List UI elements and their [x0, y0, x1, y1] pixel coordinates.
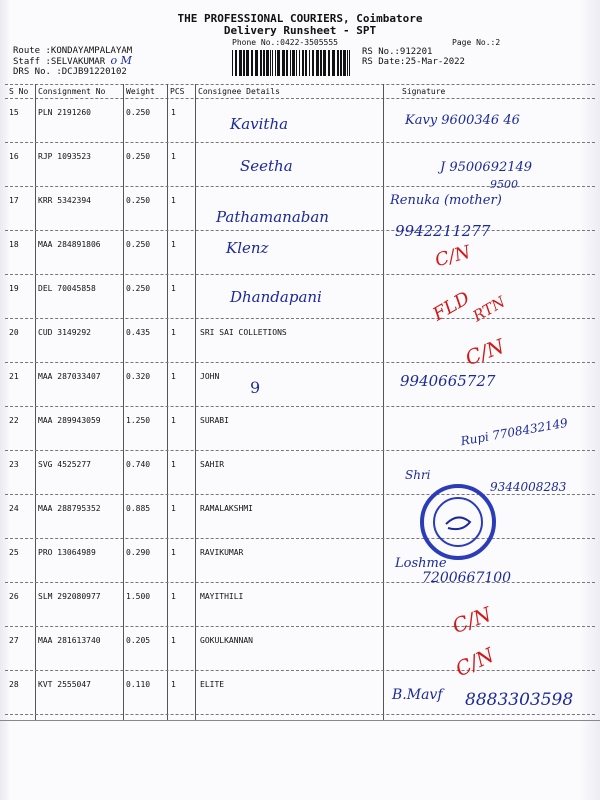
barcode-bar	[246, 50, 249, 76]
cn-mark: C/N	[449, 601, 495, 639]
barcode-icon	[232, 50, 354, 76]
barcode-bar	[320, 50, 322, 76]
row-separator	[5, 494, 595, 495]
pcs-cell: 1	[171, 152, 176, 161]
pcs-cell: 1	[171, 548, 176, 557]
john-mark: 9	[250, 378, 261, 397]
staff-handwritten-mark: o M	[110, 54, 132, 67]
pcs-cell: 1	[171, 680, 176, 689]
cn-mark: C/N	[432, 241, 473, 272]
row-separator	[5, 274, 595, 275]
barcode-bar	[263, 50, 265, 76]
barcode-bar	[349, 50, 350, 76]
weight-cell: 0.250	[126, 284, 151, 293]
page-number: Page No.:2	[452, 38, 501, 47]
weight-cell: 1.500	[126, 592, 151, 601]
rs-date: RS Date:25-Mar-2022	[362, 57, 465, 67]
barcode-bar	[266, 50, 269, 76]
route-info	[13, 46, 132, 77]
weight-cell: 0.205	[126, 636, 151, 645]
signature-row-17: Renuka (mother)	[390, 193, 502, 208]
weight-cell: 1.250	[126, 416, 151, 425]
weight-cell: 0.250	[126, 196, 151, 205]
row-separator	[5, 538, 595, 539]
barcode-bar	[235, 50, 237, 76]
consignment-cell: SVG 4525277	[38, 460, 91, 469]
sno-cell: 28	[9, 680, 19, 689]
consignee-cell: JOHN	[200, 372, 220, 381]
pcs-cell: 1	[171, 636, 176, 645]
consignee-cell: SAHIR	[200, 460, 225, 469]
pcs-cell: 1	[171, 328, 176, 337]
sno-cell: 21	[9, 372, 19, 381]
sno-cell: 22	[9, 416, 19, 425]
consignment-cell: MAA 287033407	[38, 372, 101, 381]
consignee-cell: SURABI	[200, 416, 229, 425]
signature-row-17-mark: 9500	[490, 178, 518, 191]
consignment-cell: MAA 281613740	[38, 636, 101, 645]
row-separator	[5, 450, 595, 451]
sno-cell: 25	[9, 548, 19, 557]
signature-row-25-name: Loshme	[395, 556, 447, 571]
pcs-cell: 1	[171, 460, 176, 469]
fld-mark: FLD	[429, 287, 474, 326]
signature-row-15: Kavy 9600346 46	[405, 113, 520, 128]
col-sno: S No	[9, 87, 29, 96]
weight-cell: 0.290	[126, 548, 151, 557]
barcode-bar	[290, 50, 291, 76]
consignment-cell: KVT 2555047	[38, 680, 91, 689]
col-consignment: Consignment No	[38, 87, 106, 96]
sno-cell: 20	[9, 328, 19, 337]
table-row	[0, 364, 600, 408]
table-row	[0, 232, 600, 276]
barcode-bar	[305, 50, 307, 76]
col-signature: Signature	[402, 87, 446, 96]
runsheet-title: Delivery Runsheet - SPT	[223, 24, 377, 37]
barcode-bar	[343, 50, 346, 76]
table-row	[0, 496, 600, 540]
sno-cell: 17	[9, 196, 19, 205]
rs-number: RS No.:912201	[362, 47, 433, 57]
consignee-handwritten: Pathamanaban	[216, 208, 329, 226]
barcode-bar	[302, 50, 304, 76]
table-header	[0, 86, 600, 98]
signature-row-18: 9942211277	[395, 222, 491, 240]
barcode-bar	[292, 50, 295, 76]
row-separator	[5, 362, 595, 363]
barcode-bar	[299, 50, 300, 76]
consignee-handwritten: Seetha	[240, 157, 293, 175]
sno-cell: 24	[9, 504, 19, 513]
pcs-cell: 1	[171, 416, 176, 425]
signature-row-22: Rupi 7708432149	[459, 415, 569, 449]
barcode-bar	[340, 50, 342, 76]
company-title: THE PROFESSIONAL COURIERS, Coimbatore	[177, 12, 423, 25]
consignee-handwritten: Klenz	[226, 239, 269, 257]
consignment-cell: CUD 3149292	[38, 328, 91, 337]
barcode-bar	[323, 50, 326, 76]
signature-row-16: J 9500692149	[440, 160, 533, 175]
cn-mark: C/N	[451, 642, 498, 682]
rs-info	[362, 47, 465, 67]
consignee-cell: RAMALAKSHMI	[200, 504, 253, 513]
pcs-cell: 1	[171, 196, 176, 205]
consignment-cell: SLM 292080977	[38, 592, 101, 601]
weight-cell: 0.435	[126, 328, 151, 337]
barcode-bar	[312, 50, 314, 76]
barcode-bar	[347, 50, 348, 76]
sno-cell: 16	[9, 152, 19, 161]
weight-cell: 0.110	[126, 680, 151, 689]
row-separator	[5, 318, 595, 319]
row-separator	[5, 626, 595, 627]
signature-row-28-name: B.Mavf	[392, 687, 443, 703]
table-header-rule	[5, 98, 595, 99]
consignee-cell: RAVIKUMAR	[200, 548, 244, 557]
barcode-bar	[286, 50, 288, 76]
barcode-bar	[255, 50, 258, 76]
row-separator	[5, 406, 595, 407]
weight-cell: 0.250	[126, 152, 151, 161]
signature-row-21: 9940665727	[400, 372, 496, 390]
cn-mark: C/N	[462, 333, 508, 371]
weight-cell: 0.250	[126, 240, 151, 249]
barcode-bar	[277, 50, 280, 76]
consignment-cell: MAA 289943059	[38, 416, 101, 425]
barcode-bar	[270, 50, 271, 76]
route-label: Route :KONDAYAMPALAYAM	[13, 46, 133, 56]
consignment-cell: RJP 1093523	[38, 152, 91, 161]
barcode-bar	[239, 50, 242, 76]
sno-cell: 19	[9, 284, 19, 293]
consignment-cell: DEL 70045858	[38, 284, 96, 293]
pcs-cell: 1	[171, 592, 176, 601]
sno-cell: 18	[9, 240, 19, 249]
consignment-cell: KRR 5342394	[38, 196, 91, 205]
col-consignee: Consignee Details	[198, 87, 280, 96]
row-separator	[5, 670, 595, 671]
sno-cell: 15	[9, 108, 19, 117]
weight-cell: 0.740	[126, 460, 151, 469]
consignee-cell: SRI SAI COLLETIONS	[200, 328, 287, 337]
barcode-bar	[328, 50, 330, 76]
col-pcs: PCS	[170, 87, 185, 96]
rtn-mark: RTN	[469, 292, 509, 326]
table-bottom-rule	[0, 720, 600, 722]
table-row	[0, 320, 600, 364]
sno-cell: 26	[9, 592, 19, 601]
table-top-rule	[5, 84, 595, 85]
consignee-cell: MAYITHILI	[200, 592, 244, 601]
sno-cell: 23	[9, 460, 19, 469]
phone-number: Phone No.:0422-3505555	[232, 38, 338, 47]
barcode-bar	[275, 50, 276, 76]
weight-cell: 0.885	[126, 504, 151, 513]
barcode-bar	[332, 50, 335, 76]
row-separator	[5, 230, 595, 231]
pcs-cell: 1	[171, 372, 176, 381]
signature-row-23: 9344008283	[490, 480, 567, 494]
barcode-bar	[251, 50, 253, 76]
barcode-bar	[232, 50, 233, 76]
barcode-bar	[260, 50, 262, 76]
weight-cell: 0.320	[126, 372, 151, 381]
row-separator	[5, 714, 595, 715]
pcs-cell: 1	[171, 504, 176, 513]
signature-row-25: 7200667100	[422, 570, 512, 586]
table-row	[0, 584, 600, 628]
consignee-cell: GOKULKANNAN	[200, 636, 253, 645]
staff-label: Staff :SELVAKUMAR o M	[13, 54, 132, 67]
consignment-cell: PRO 13064989	[38, 548, 96, 557]
barcode-bar	[296, 50, 297, 76]
row-separator	[5, 142, 595, 143]
consignment-cell: MAA 288795352	[38, 504, 101, 513]
col-weight: Weight	[126, 87, 155, 96]
barcode-bar	[309, 50, 310, 76]
weight-cell: 0.250	[126, 108, 151, 117]
consignee-handwritten: Kavitha	[230, 115, 289, 133]
sno-cell: 27	[9, 636, 19, 645]
signature-row-28: 8883303598	[465, 690, 574, 710]
barcode-bar	[316, 50, 319, 76]
drs-number: DRS No. :DCJB91220102	[13, 67, 127, 77]
barcode-bar	[272, 50, 273, 76]
pcs-cell: 1	[171, 284, 176, 293]
barcode-bar	[337, 50, 339, 76]
consignee-cell: ELITE	[200, 680, 225, 689]
consignment-cell: PLN 2191260	[38, 108, 91, 117]
consignment-cell: MAA 284891806	[38, 240, 101, 249]
pcs-cell: 1	[171, 240, 176, 249]
barcode-bar	[282, 50, 285, 76]
pcs-cell: 1	[171, 108, 176, 117]
barcode-bar	[243, 50, 245, 76]
table-row	[0, 628, 600, 672]
consignee-handwritten: Dhandapani	[230, 288, 322, 306]
signature-row-23-name: Shri	[405, 468, 431, 482]
company-stamp-icon	[418, 482, 498, 562]
